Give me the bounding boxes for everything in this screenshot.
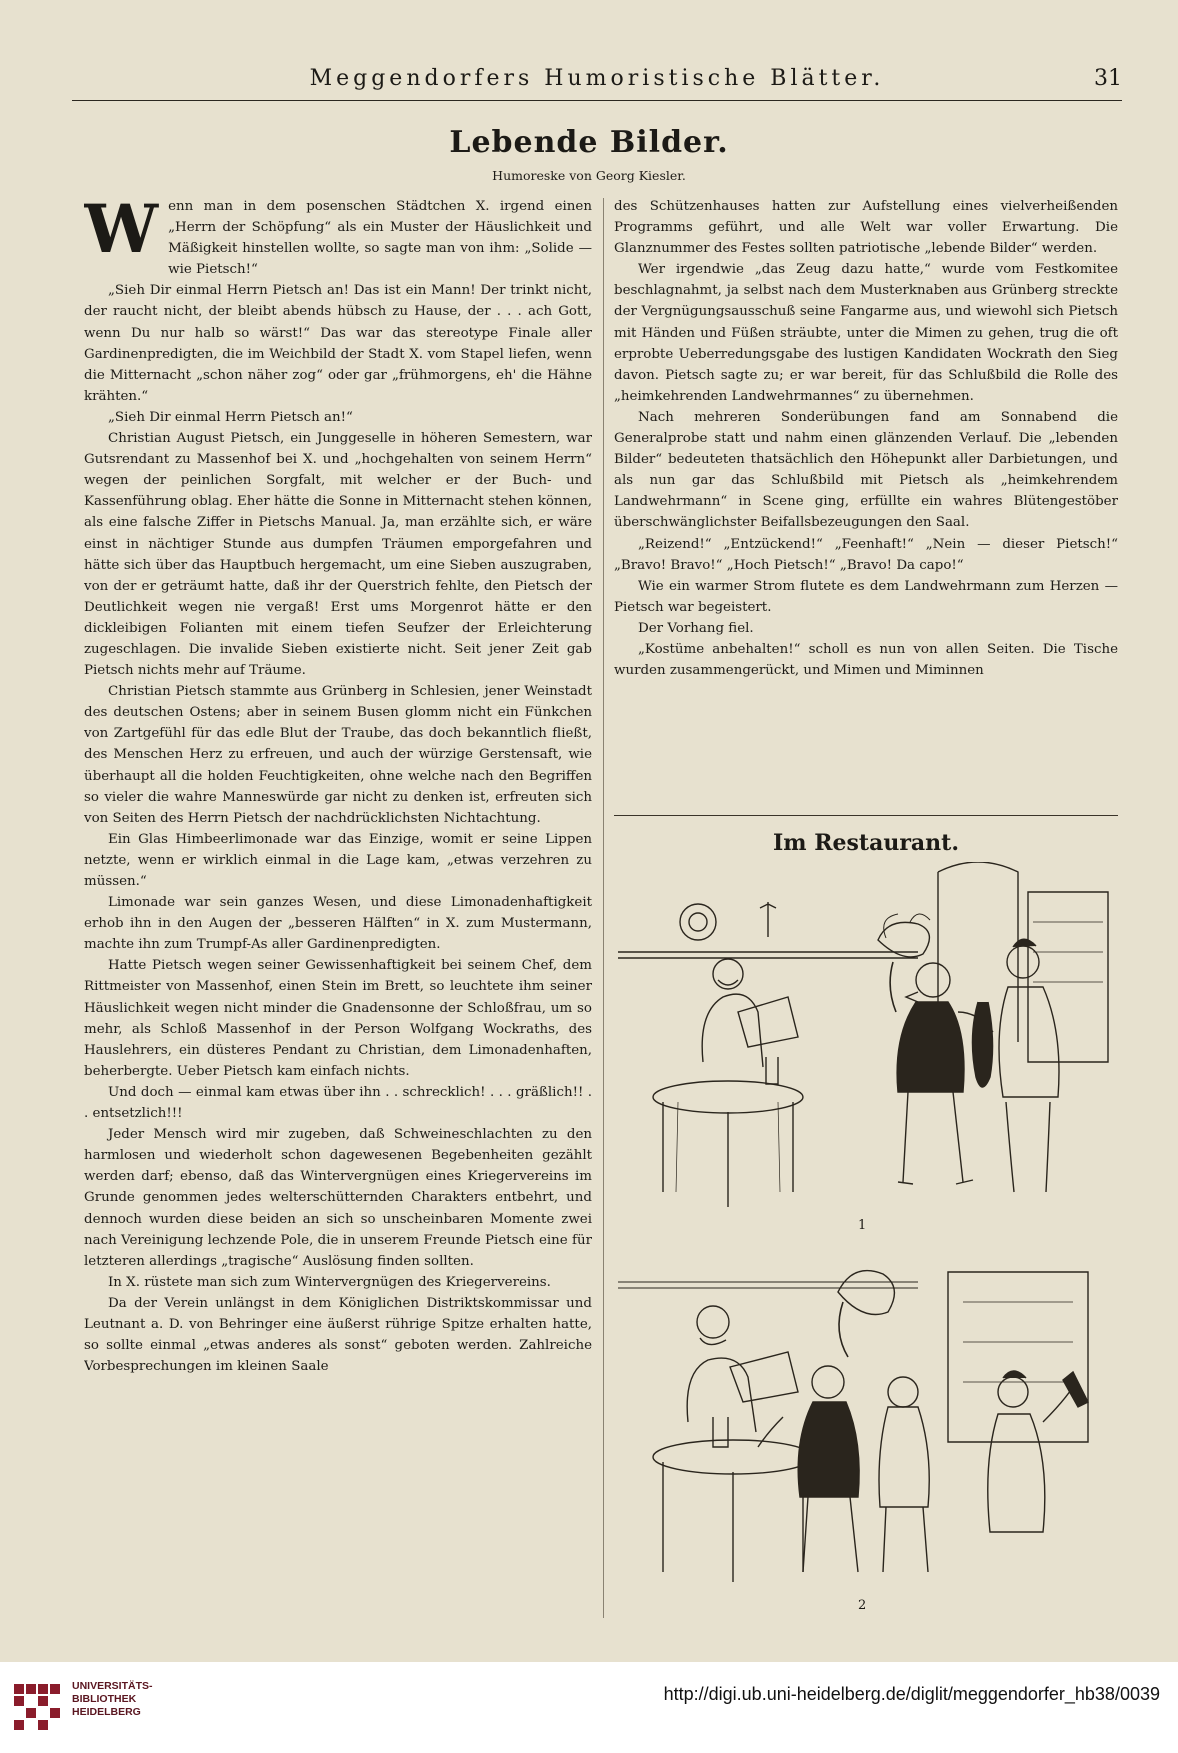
article-title: Lebende Bilder. (449, 125, 729, 160)
paragraph: „Kostüme anbehalten!“ scholl es nun von allen Seiten. Die Tische wurden zusammengerückt, und Mimen und Miminnen (614, 641, 1118, 679)
paragraph: Jeder Mensch wird mir zugeben, daß Schweineschlachten zu den harmlosen und wiederholt schon dagewesenen Begebenheiten gezählt werden darf; ebenso, daß das Wintervergnügen eines Kriegervereins im Grunde genommen jedes welterschütternden Charakters entbehrt, und dennoch wurden diese beiden an sich so unscheinbaren Momente zwei nach Vereinigung lechzende Pole, die in unserem Freunde Pietsch eine für letzteren allerdings „tragische“ Auslösung finden sollten. (84, 1127, 592, 1269)
paragraph: enn man in dem posenschen Städtchen X. irgend einen „Herrn der Schöpfung“ als ein Muster der Häuslichkeit und Mäßigkeit hinstellen wollte, so sagte man von ihm: „Solide — wie Pietsch!“ (168, 199, 592, 278)
article-byline: Humoreske von Georg Kiesler. (492, 168, 686, 183)
panel-number-1: 1 (858, 1218, 867, 1233)
right-column (614, 196, 1118, 796)
restaurant-scene-1-illustration (618, 862, 1114, 1222)
paragraph: des Schützenhauses hatten zur Aufstellung eines vielverheißenden Programms geführt, und alle Welt war voller Erwartung. Die Glanznummer des Festes sollten patriotische „lebende Bilder“ werden. (614, 199, 1118, 257)
source-url-link[interactable]: http://digi.ub.uni-heidelberg.de/diglit/meggendorfer_hb38/0039 (663, 1684, 1160, 1704)
restaurant-scene-2-illustration (618, 1242, 1114, 1592)
paragraph: Christian Pietsch stammte aus Grünberg in Schlesien, jener Weinstadt des deutschen Ostens; aber in seinem Busen glomm nicht ein Fünkchen von Zartgefühl für das edle Blut der Traube, das doch bekanntlich fließt, des Menschen Herz zu erfreuen, und auch der würzige Gerstensaft, wie überhaupt all die holden Feuchtigkeiten, ohne welche nach den Begriffen so vieler die wahre Manneswürde gar nicht zu denken ist, erfreuten sich von Seiten des Herrn Pietsch der nachdrücklichsten Nichtachtung. (84, 684, 592, 826)
paragraph: Limonade war sein ganzes Wesen, und diese Limonadenhaftigkeit erhob ihn in den Augen der „besseren Hälften“ in X. zum Mustermann, machte ihn zum Trumpf-As aller Gardinenpredigten. (84, 895, 592, 953)
running-header (72, 62, 1122, 101)
cartoon-panel-1 (618, 862, 1114, 1222)
library-name (72, 1680, 153, 1719)
paragraph: Da der Verein unlängst in dem Königlichen Distriktskommissar und Leutnant a. D. von Behringer eine äußerst rührige Spitze erhalten hatte, so sollte einmal „etwas anderes als sonst“ geboten werden. Zahlreiche Vorbesprechungen im kleinen Saale (84, 1295, 592, 1375)
paragraph: Ein Glas Himbeerlimonade war das Einzige, womit er seine Lippen netzte, wenn er wirklich einmal in die Lage kam, „etwas verzehren zu müssen.“ (84, 831, 592, 889)
journal-title: Meggendorfers Humoristische Blätter. (309, 66, 885, 91)
paragraph: Hatte Pietsch wegen seiner Gewissenhaftigkeit bei seinem Chef, dem Rittmeister von Massenhof, einen Stein im Brett, so leuchtete ihm seiner Häuslichkeit wegen nicht minder die Gnadensonne der Schloßfrau, um so mehr, als Schloß Massenhof in der Person Wolfgang Wockraths, des Hauslehrers, ein düsteres Pendant zu Christian, dem Limonadenhaften, beherbergte. Ueber Pietsch kam einfach nichts. (84, 958, 592, 1079)
paragraph: Christian August Pietsch, ein Junggeselle in höheren Semestern, war Gutsrendant zu Massenhof bei X. und „hochgehalten von seinem Herrn“ wegen der peinlichen Sorgfalt, mit welcher er der Buch- und Kassenführung oblag. Eher hätte die Sonne in Mitternacht stehen können, als eine falsche Ziffer in Pietschs Manual. Ja, man erzählte sich, er wäre einst in nächtiger Stunde aus dumpfen Träumen emporgefahren und hätte sich über das Hauptbuch hergemacht, um eine Sieben auszugraben, von der er geträumt hatte, daß ihr der Querstrich fehlte, den Pietsch der Deutlichkeit wegen nie vergaß! Erst ums Morgenrot hätte er den dickleibigen Folianten mit einem tiefen Seufzer der Erleichterung zugeschlagen. Die invalide Sieben existierte nicht. Seit jener Zeit gab Pietsch nichts mehr auf Träume. (84, 431, 592, 679)
paragraph: „Sieh Dir einmal Herrn Pietsch an!“ (108, 409, 353, 425)
cartoon-title: Im Restaurant. (773, 830, 959, 856)
panel-number-2: 2 (858, 1598, 867, 1613)
paragraph: „Sieh Dir einmal Herrn Pietsch an! Das ist ein Mann! Der trinkt nicht, der raucht nicht, der bleibt abends hübsch zu Hause, der . . . ach Gott, wenn Du nur halb so wärst!“ Das war das stereotype Finale aller Gardinenpredigten, die im Weichbild der Stadt X. vom Stapel liefen, wenn die Mitternacht „schon näher zog“ oder gar „frühmorgens, eh' die Hähne krähten.“ (84, 283, 592, 404)
library-name-line: BIBLIOTHEK (72, 1693, 137, 1705)
digitization-footer (0, 1662, 1178, 1753)
column-divider (603, 198, 604, 1618)
paragraph: Wer irgendwie „das Zeug dazu hatte,“ wurde vom Festkomitee beschlagnahmt, ja selbst nach dem Musterknaben aus Grünberg streckte der Vergnügungsausschuß seine Fangarme aus, und wiewohl sich Pietsch mit Händen und Füßen sträubte, unter die Mimen zu gehen, trug die oft erprobte Ueberredungsgabe des lustigen Kandidaten Wockrath den Sieg davon. Pietsch sagte zu; er war bereit, für das Schlußbild die Rolle des „heimkehrenden Landwehrmannes“ zu übernehmen. (614, 262, 1118, 404)
paragraph: Wie ein warmer Strom flutete es dem Landwehrmann zum Herzen — Pietsch war begeistert. (614, 578, 1118, 615)
left-column (84, 196, 592, 1616)
library-name-line: UNIVERSITÄTS- (72, 1680, 153, 1692)
cartoon-separator (614, 815, 1118, 816)
cartoon-panel-2 (618, 1242, 1114, 1592)
page-number: 31 (1094, 66, 1122, 91)
paragraph: In X. rüstete man sich zum Wintervergnügen des Kriegervereins. (108, 1274, 551, 1290)
drop-capital: W (84, 196, 159, 268)
paragraph: Nach mehreren Sonderübungen fand am Sonnabend die Generalprobe statt und nahm einen glänzenden Verlauf. Die „lebenden Bilder“ bedeuteten thatsächlich den Höhepunkt aller Darbietungen, und als nun gar das Schlußbild mit Pietsch als „heimkehrendem Landwehrmann“ in Scene ging, erfüllte ein wahres Blütengestöber überschwänglichster Beifallsbezeugungen den Saal. (614, 409, 1118, 531)
paragraph: Und doch — einmal kam etwas über ihn . . schrecklich! . . . gräßlich!! . . entsetzlich!!! (84, 1084, 592, 1122)
paragraph: „Reizend!“ „Entzückend!“ „Feenhaft!“ „Nein — dieser Pietsch!“ „Bravo! Bravo!“ „Hoch Pietsch!“ „Bravo! Da capo!“ (614, 536, 1118, 573)
library-name-line: HEIDELBERG (72, 1706, 141, 1718)
paragraph: Der Vorhang fiel. (638, 620, 754, 636)
